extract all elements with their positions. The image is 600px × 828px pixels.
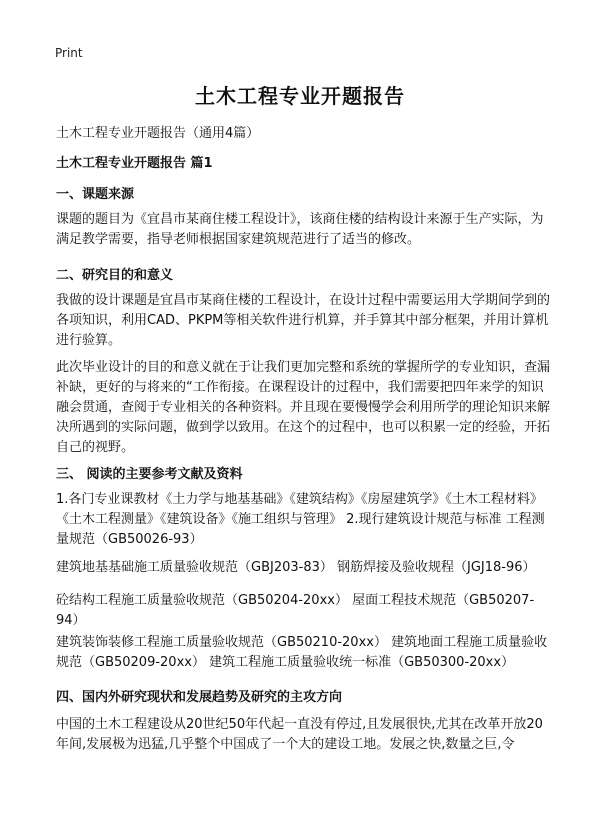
section-3-paragraph-1: 1.各门专业课教材《土力学与地基基础》《建筑结构》《房屋建筑学》《土木工程材料》《土木工程测量》《建筑设备》《施工组织与管理》 2.现行建筑设计规范与标准 工程测量规范（GB50026-93） xyxy=(56,492,545,547)
section-3-paragraph-4: 建筑装饰装修工程施工质量验收规范（GB50210-20xx） 建筑地面工程施工质量验收规范（GB50209-20xx） 建筑工程施工质量验收统一标准（GB50300-20xx） xyxy=(56,635,548,670)
print-link[interactable]: Print xyxy=(55,46,83,60)
section-2-paragraph-2: 此次毕业设计的目的和意义就在于让我们更加完整和系统的掌握所学的专业知识，查漏补缺，更好的与将来的“工作衔接。在课程设计的过程中，我们需要把四年来学的知识融会贯通，查阅于专业相关的各种资料。并且现在要慢慢学会利用所学的理论知识来解决所遇到的实际问题，做到学以致用。在这个的过程中，也可以积累一定的经验，开拓自己的视野。 xyxy=(56,360,551,455)
document-subtitle: 土木工程专业开题报告（通用4篇） xyxy=(56,126,260,141)
section-4-paragraph: 中国的土木工程建设从20世纪50年代起一直没有停过,且发展很快,尤其在改革开放20年间,发展极为迅猛,几乎整个中国成了一个大的建设工地。发展之快,数量之巨,令 xyxy=(56,717,543,752)
section-1-title: 一、课题来源 xyxy=(56,187,135,202)
section-4-title: 四、国内外研究现状和发展趋势及研究的主攻方向 xyxy=(56,690,343,705)
section-2-title: 二、研究目的和意义 xyxy=(56,268,174,283)
section-1-paragraph: 课题的题目为《宜昌市某商住楼工程设计》，该商住楼的结构设计来源于生产实际，为满足教学需要，指导老师根据国家建筑规范进行了适当的修改。 xyxy=(56,212,544,247)
article-heading: 土木工程专业开题报告 篇1 xyxy=(56,156,213,171)
section-2-paragraph-1: 我做的设计课题是宜昌市某商住楼的工程设计，在设计过程中需要运用大学期间学到的各项知识，利用CAD、PKPM等相关软件进行机算，并手算其中部分框架，并用计算机进行验算。 xyxy=(56,293,551,348)
document-title: 土木工程专业开题报告 xyxy=(195,84,405,108)
section-3-title: 三、 阅读的主要参考文献及资料 xyxy=(56,467,243,482)
section-3-paragraph-3: 砼结构工程施工质量验收规范（GB50204-20xx） 屋面工程技术规范（GB50207-94） xyxy=(56,593,535,628)
section-3-paragraph-2: 建筑地基基础施工质量验收规范（GBJ203-83） 钢筋焊接及验收规程（JGJ18-96） xyxy=(56,560,536,575)
